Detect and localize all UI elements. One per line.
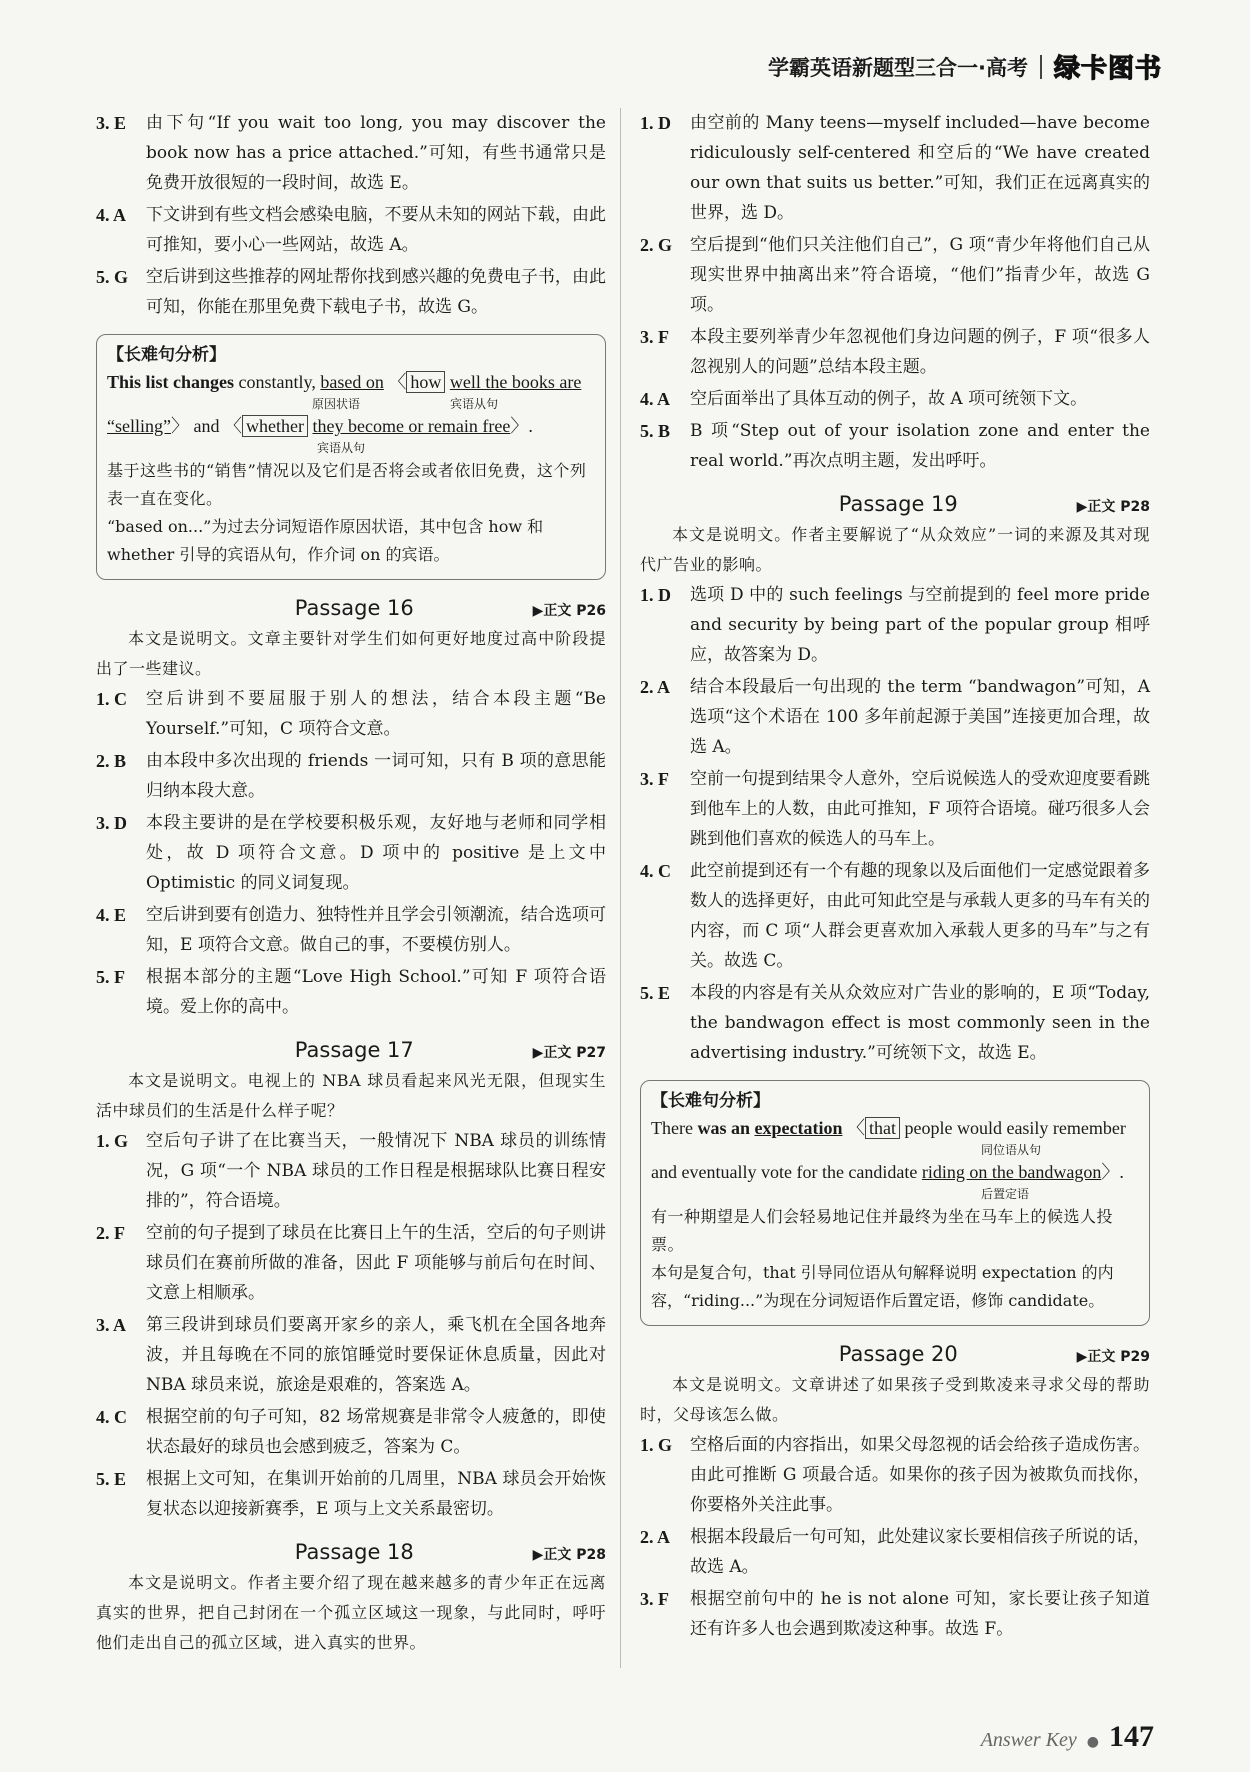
answer-number: 5. B [640, 421, 671, 441]
sentence-part: well the books are [449, 372, 582, 392]
answer-text: 本段的内容是有关从众效应对广告业的影响的，E 项“Today, the bandwagon effect is most commonly seen in the advertising industry.”可统领下文，故选 E。 [690, 983, 1150, 1063]
answer-text: 空后讲到不要屈服于别人的想法，结合本段主题“Be Yourself.”可知，C 项符合文意。 [146, 689, 606, 739]
analysis-sentence-line: There was an expectation 〈 that people would easily remember [651, 1118, 1126, 1138]
sentence-part: was an [697, 1118, 750, 1138]
analysis-sentence-line: This list changes constantly, based on 〈 how well the books are [107, 372, 582, 392]
answer-item [640, 856, 1150, 976]
answer-item [96, 808, 606, 898]
answer-number: 4. A [640, 389, 671, 409]
sentence-part: and eventually vote for the candidate [651, 1162, 918, 1182]
answer-item [96, 746, 606, 806]
analysis-translation: 基于这些书的“销售”情况以及它们是否将会或者依旧免费，这个列表一直在变化。 [107, 461, 587, 508]
gloss-label: 同位语从句 [981, 1143, 1042, 1157]
answer-list [640, 580, 1150, 1068]
passage-intro: 本文是说明文。作者主要解说了“从众效应”一词的来源及其对现代广告业的影响。 [640, 525, 1150, 574]
answer-item [96, 200, 606, 260]
gloss-label: 宾语从句 [450, 397, 499, 411]
answer-item [96, 900, 606, 960]
answer-number: 4. C [640, 861, 671, 881]
sentence-part: and [193, 416, 220, 436]
answer-text: 空后讲到要有创造力、独特性并且学会引领潮流，结合选项可知，E 项符合文意。做自己的事，不要模仿别人。 [146, 905, 606, 955]
sentence-part: whether [242, 415, 308, 437]
answer-item [640, 978, 1150, 1068]
passage-title: Passage 19 [838, 492, 958, 516]
answer-number: 3. F [640, 1589, 669, 1609]
analysis-gloss-line [107, 439, 595, 457]
answer-item [96, 1310, 606, 1400]
passage-intro: 本文是说明文。文章讲述了如果孩子受到欺凌来寻求父母的帮助时，父母该怎么做。 [640, 1375, 1150, 1424]
answer-item [640, 1430, 1150, 1520]
passage-heading [640, 492, 1150, 516]
analysis-title: 【长难句分析】 [107, 345, 226, 365]
answer-number: 1. G [96, 1131, 129, 1151]
page-reference: ▶正文 P29 [1076, 1349, 1150, 1365]
answer-item [96, 1218, 606, 1308]
sentence-analysis-box [96, 334, 606, 580]
sentence-part: that [865, 1117, 900, 1139]
header-divider [1040, 55, 1042, 79]
answer-text: 根据空前句中的 he is not alone 可知，家长要让孩子知道还有许多人也会遇到欺凌这种事。故选 F。 [690, 1589, 1150, 1639]
answer-item [96, 262, 606, 322]
answer-item [640, 384, 1150, 414]
answer-item [96, 1126, 606, 1216]
page-reference: ▶正文 P26 [532, 603, 606, 619]
answer-text: 由下句“If you wait too long, you may discover the book now has a price attached.”可知，有些书通常只是免费开放很短的一段时间，故选 E。 [146, 113, 606, 193]
answer-number: 4. A [96, 205, 127, 225]
passage-intro: 本文是说明文。作者主要介绍了现在越来越多的青少年正在远离真实的世界，把自己封闭在一个孤立区域这一现象，与此同时，呼吁他们走出自己的孤立区域，进入真实的世界。 [96, 1573, 606, 1652]
answer-item [96, 684, 606, 744]
answer-text: 空前的句子提到了球员在比赛日上午的生活，空后的句子则讲球员们在赛前所做的准备，因此 F 项能够与前后句在时间、文意上相顺承。 [146, 1223, 606, 1303]
passage-intro: 本文是说明文。电视上的 NBA 球员看起来风光无限，但现实生活中球员们的生活是什么样子呢？ [96, 1071, 606, 1120]
passage-title: Passage 18 [294, 1540, 414, 1564]
sentence-part: they become or remain free [312, 416, 511, 436]
footer-label: Answer Key [980, 1729, 1077, 1751]
answer-number: 3. E [96, 113, 127, 133]
answer-list [640, 108, 1150, 476]
page-reference: ▶正文 P27 [532, 1045, 606, 1061]
answer-number: 5. F [96, 967, 125, 987]
page-reference: ▶正文 P28 [1076, 499, 1150, 515]
answer-number: 1. D [640, 113, 671, 133]
sentence-part: constantly, [238, 372, 316, 392]
answer-text: 空格后面的内容指出，如果父母忽视的话会给孩子造成伤害。由此可推断 G 项最合适。如果你的孩子因为被欺负而找你，你要格外关注此事。 [690, 1435, 1150, 1515]
analysis-gloss-line [107, 395, 595, 413]
answer-item [640, 580, 1150, 670]
answer-text: 由本段中多次出现的 friends 一词可知，只有 B 项的意思能归纳本段大意。 [146, 751, 606, 801]
answer-text: 空后提到“他们只关注他们自己”，G 项“青少年将他们自己从现实世界中抽离出来”符合语境，“他们”指青少年，故选 G 项。 [690, 235, 1150, 315]
answer-text: 第三段讲到球员们要离开家乡的亲人，乘飞机在全国各地奔波，并且每晚在不同的旅馆睡觉时要保证休息质量，因此对 NBA 球员来说，旅途是艰难的，答案选 A。 [146, 1315, 606, 1395]
page-number: 147 [1109, 1720, 1154, 1753]
answer-text: 选项 D 中的 such feelings 与空前提到的 feel more pride and security by being part of the popular group 相呼应，故答案为 D。 [690, 585, 1150, 665]
answer-number: 4. C [96, 1407, 127, 1427]
analysis-note: 本句是复合句，that 引导同位语从句解释说明 expectation 的内容，“riding...”为现在分词短语作后置定语，修饰 candidate。 [651, 1263, 1114, 1310]
answer-text: 空前一句提到结果令人意外，空后说候选人的受欢迎度要看跳到他车上的人数，由此可推知，F 项符合语境。碰巧很多人会跳到他们喜欢的候选人的马车上。 [690, 769, 1150, 849]
answer-number: 4. E [96, 905, 127, 925]
answer-item [96, 1402, 606, 1462]
analysis-note: “based on...”为过去分词短语作原因状语，其中包含 how 和 whether 引导的宾语从句，作介词 on 的宾语。 [107, 517, 544, 564]
answer-text: 空后句子讲了在比赛当天，一般情况下 NBA 球员的训练情况，G 项“一个 NBA 球员的工作日程是根据球队比赛日程安排的”，符合语境。 [146, 1131, 606, 1211]
gloss-label: 后置定语 [981, 1187, 1030, 1201]
answer-number: 2. F [96, 1223, 125, 1243]
page-footer [981, 1720, 1154, 1754]
sentence-part: “selling” [107, 416, 171, 436]
answer-list [96, 684, 606, 1022]
right-column [640, 108, 1150, 1646]
answer-number: 5. E [96, 1469, 127, 1489]
answer-number: 3. F [640, 769, 669, 789]
answer-number: 2. A [640, 677, 671, 697]
answer-item [96, 108, 606, 198]
passage-intro: 本文是说明文。文章主要针对学生们如何更好地度过高中阶段提出了一些建议。 [96, 629, 606, 678]
sentence-part: expectation [754, 1118, 843, 1138]
answer-number: 1. C [96, 689, 127, 709]
passage-title: Passage 17 [294, 1038, 414, 1062]
answer-number: 3. D [96, 813, 127, 833]
sentence-part: This list changes [107, 372, 235, 392]
answer-item [640, 108, 1150, 228]
sentence-analysis-box [640, 1080, 1150, 1326]
analysis-title: 【长难句分析】 [651, 1091, 770, 1111]
answer-item [640, 764, 1150, 854]
analysis-gloss-line [651, 1141, 1139, 1159]
sentence-part: people would easily remember [904, 1118, 1126, 1138]
analysis-sentence-line: “selling”〉 and 〈 whether they become or remain free〉. [107, 416, 533, 436]
answer-number: 5. G [96, 267, 129, 287]
sentence-part: how [406, 371, 445, 393]
answer-item [640, 1522, 1150, 1582]
answer-number: 3. A [96, 1315, 127, 1335]
sentence-part: There [651, 1118, 693, 1138]
column-divider [620, 108, 621, 1668]
answer-text: 根据空前的句子可知，82 场常规赛是非常令人疲惫的，即使状态最好的球员也会感到疲乏，答案为 C。 [146, 1407, 606, 1457]
passage-heading [640, 1342, 1150, 1366]
answer-item [640, 1584, 1150, 1644]
page-header [768, 48, 1162, 85]
passage-heading [96, 1540, 606, 1564]
answer-text: 根据本段最后一句可知，此处建议家长要相信孩子所说的话，故选 A。 [690, 1527, 1150, 1577]
answer-text: 结合本段最后一句出现的 the term “bandwagon”可知，A 选项“这个术语在 100 多年前起源于美国”连接更加合理，故选 A。 [690, 677, 1150, 757]
answer-number: 1. D [640, 585, 671, 605]
answer-number: 3. F [640, 327, 669, 347]
sentence-part: based on [320, 372, 384, 392]
answer-item [96, 962, 606, 1022]
answer-list [96, 1126, 606, 1524]
answer-item [640, 416, 1150, 476]
passage-title: Passage 16 [294, 596, 414, 620]
answer-text: 根据上文可知，在集训开始前的几周里，NBA 球员会开始恢复状态以迎接新赛季，E 项与上文关系最密切。 [146, 1469, 606, 1519]
answer-number: 2. A [640, 1527, 671, 1547]
answer-text: 本段主要讲的是在学校要积极乐观，友好地与老师和同学相处，故 D 项符合文意。D 项中的 positive 是上文中 Optimistic 的同义词复现。 [146, 813, 606, 893]
analysis-gloss-line [651, 1185, 1139, 1203]
page-reference: ▶正文 P28 [532, 1547, 606, 1563]
answer-number: 2. G [640, 235, 673, 255]
answer-list [640, 1430, 1150, 1644]
sentence-part: riding on the bandwagon [921, 1162, 1102, 1182]
answer-item [96, 1464, 606, 1524]
answer-number: 5. E [640, 983, 671, 1003]
answer-text: 本段主要列举青少年忽视他们身边问题的例子，F 项“很多人忽视别人的问题”总结本段主题。 [690, 327, 1150, 377]
analysis-sentence-line: and eventually vote for the candidate riding on the bandwagon〉. [651, 1162, 1124, 1182]
gloss-label: 宾语从句 [317, 441, 366, 455]
gloss-label: 原因状语 [312, 397, 361, 411]
answer-number: 2. B [96, 751, 127, 771]
passage-title: Passage 20 [838, 1342, 958, 1366]
left-column [96, 108, 606, 1658]
answer-text: 由空前的 Many teens—myself included—have become ridiculously self-centered 和空后的“We have created our own that suits us better.”可知，我们正在远离真实的世界，选 D。 [690, 113, 1150, 223]
answer-list [96, 108, 606, 322]
answer-text: 此空前提到还有一个有趣的现象以及后面他们一定感觉跟着多数人的选择更好，由此可知此空是与承载人更多的马车有关的内容，而 C 项“人群会更喜欢加入承载人更多的马车”与之有关。故选 C。 [690, 861, 1150, 971]
bullet-icon: ● [1086, 1734, 1099, 1750]
series-title: 学霸英语新题型三合一·高考 [768, 55, 1028, 80]
answer-text: B 项“Step out of your isolation zone and enter the real world.”再次点明主题，发出呼吁。 [690, 421, 1150, 471]
passage-heading [96, 1038, 606, 1062]
answer-text: 根据本部分的主题“Love High School.”可知 F 项符合语境。爱上你的高中。 [146, 967, 606, 1017]
analysis-translation: 有一种期望是人们会轻易地记住并最终为坐在马车上的候选人投票。 [651, 1207, 1114, 1254]
answer-text: 空后讲到这些推荐的网址帮你找到感兴趣的免费电子书，由此可知，你能在那里免费下载电子书，故选 G。 [146, 267, 606, 317]
answer-number: 1. G [640, 1435, 673, 1455]
brand-logo: 绿卡图书 [1053, 54, 1162, 84]
answer-text: 空后面举出了具体互动的例子，故 A 项可统领下文。 [690, 389, 1088, 409]
passage-heading [96, 596, 606, 620]
answer-item [640, 230, 1150, 320]
answer-item [640, 322, 1150, 382]
answer-item [640, 672, 1150, 762]
answer-text: 下文讲到有些文档会感染电脑，不要从未知的网站下载，由此可推知，要小心一些网站，故选 A。 [146, 205, 606, 255]
